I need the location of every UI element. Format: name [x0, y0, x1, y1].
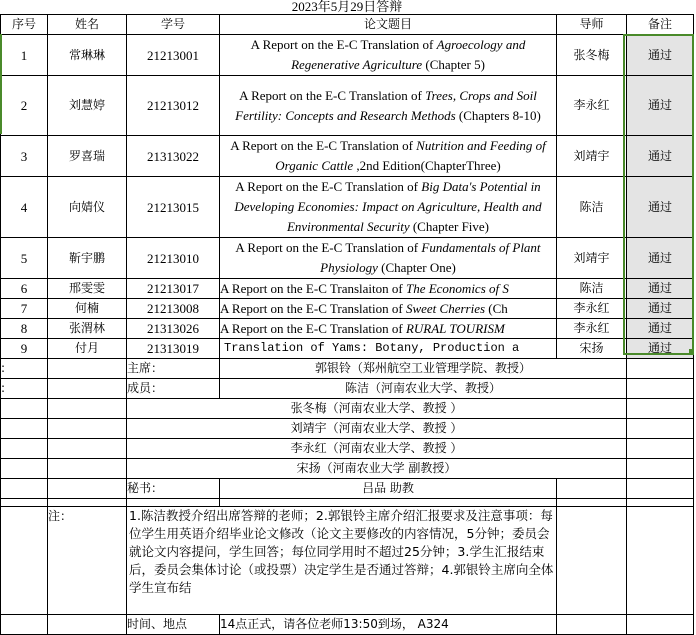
sheet-title[interactable]: 2023年5月29日答辩: [1, 0, 694, 15]
member-name[interactable]: 李永红（河南农业大学、教授 ）: [127, 439, 627, 459]
advisor[interactable]: 宋扬: [557, 339, 627, 359]
empty-cell[interactable]: [627, 507, 694, 615]
student-id[interactable]: 21313019: [127, 339, 220, 359]
row-number[interactable]: 4: [1, 177, 48, 238]
empty-cell[interactable]: [48, 479, 127, 499]
status-cell[interactable]: 通过: [627, 76, 694, 136]
thesis-title-cell[interactable]: [220, 238, 557, 279]
header-thesis[interactable]: 论文题目: [220, 15, 557, 35]
thesis-title-cell[interactable]: [220, 76, 557, 136]
empty-cell[interactable]: [627, 359, 694, 379]
student-id[interactable]: 21213012: [127, 76, 220, 136]
empty-cell[interactable]: [48, 379, 127, 399]
header-row: [1, 15, 694, 35]
thesis-title-prefix: A Report on the E-C Translation of: [235, 179, 422, 194]
row-number[interactable]: 1: [1, 35, 48, 76]
header-no[interactable]: 序号: [1, 15, 48, 35]
empty-cell[interactable]: [48, 359, 127, 379]
row-number[interactable]: 2: [1, 76, 48, 136]
table-row: [1, 35, 694, 76]
thesis-title-prefix: A Report on the E-C Translation of: [250, 37, 437, 52]
fill-handle[interactable]: [689, 349, 694, 354]
empty-cell[interactable]: [1, 507, 48, 615]
header-advisor[interactable]: 导师: [557, 15, 627, 35]
thesis-title-suffix: (Chapter 5): [422, 57, 485, 72]
table-row: [1, 238, 694, 279]
table-row: [1, 459, 694, 479]
empty-cell[interactable]: [1, 479, 48, 499]
thesis-title-cell[interactable]: [220, 339, 557, 359]
thesis-title-suffix: (Ch: [485, 301, 508, 316]
thesis-book-title: Trees, Crops and Soil Fertility: Concepts and Research Methods: [235, 87, 537, 123]
thesis-title-suffix: ,2nd Edition(ChapterThree): [353, 158, 501, 173]
empty-cell[interactable]: [1, 459, 48, 479]
empty-cell[interactable]: [48, 439, 127, 459]
header-remark[interactable]: 备注: [627, 15, 694, 35]
student-id[interactable]: 21213008: [127, 299, 220, 319]
thesis-title-prefix: A Report on the E-C Translation of: [235, 240, 422, 255]
member-name[interactable]: 张冬梅（河南农业大学、教授 ）: [127, 399, 627, 419]
chair-name[interactable]: 郭银铃（郑州航空工业管理学院、教授）: [220, 359, 627, 379]
empty-cell[interactable]: [220, 499, 557, 507]
status-cell[interactable]: 通过: [627, 319, 694, 339]
advisor[interactable]: 李永红: [557, 76, 627, 136]
table-row: [1, 507, 694, 615]
thesis-title-prefix: A Report on the E-C Translaiton of: [220, 281, 406, 296]
empty-cell[interactable]: [627, 439, 694, 459]
empty-cell[interactable]: [1, 399, 48, 419]
empty-cell[interactable]: [48, 499, 127, 507]
row-number[interactable]: 7: [1, 299, 48, 319]
empty-cell[interactable]: [127, 499, 220, 507]
colon-cell[interactable]: :: [1, 359, 48, 379]
thesis-title-suffix: (Chapter Five): [409, 219, 490, 234]
advisor[interactable]: 陈洁: [557, 177, 627, 238]
empty-cell[interactable]: [48, 615, 127, 635]
student-id[interactable]: 21313022: [127, 136, 220, 177]
status-cell[interactable]: 通过: [627, 136, 694, 177]
empty-cell[interactable]: [48, 459, 127, 479]
advisor[interactable]: 刘靖宇: [557, 136, 627, 177]
empty-cell[interactable]: [627, 615, 694, 635]
thesis-title-cell[interactable]: [220, 35, 557, 76]
empty-cell[interactable]: [48, 399, 127, 419]
empty-cell[interactable]: [557, 479, 627, 499]
empty-cell[interactable]: [48, 419, 127, 439]
student-name[interactable]: 张渭林: [48, 319, 127, 339]
row-number[interactable]: 3: [1, 136, 48, 177]
student-id[interactable]: 21213010: [127, 238, 220, 279]
row-number[interactable]: 9: [1, 339, 48, 359]
table-row: [1, 499, 694, 507]
student-name[interactable]: 付月: [48, 339, 127, 359]
student-name[interactable]: 罗喜瑞: [48, 136, 127, 177]
status-cell[interactable]: 通过: [627, 238, 694, 279]
thesis-title-prefix: A Report on the E-C Translation of: [220, 301, 406, 316]
table-row: [1, 136, 694, 177]
student-name[interactable]: 常琳琳: [48, 35, 127, 76]
thesis-title: Translation of Yams: Botany, Production a: [224, 341, 520, 355]
thesis-title-cell[interactable]: [220, 279, 557, 299]
thesis-book-title: Fundamentals of Plant Physiology: [320, 240, 541, 275]
student-name[interactable]: 何楠: [48, 299, 127, 319]
table-row: [1, 76, 694, 136]
row-number[interactable]: 8: [1, 319, 48, 339]
empty-cell[interactable]: [627, 379, 694, 399]
empty-cell[interactable]: [627, 459, 694, 479]
thesis-book-title: Agroecology and Regenerative Agriculture: [291, 37, 526, 72]
members-label[interactable]: 成员：: [127, 379, 220, 399]
thesis-book-title: Sweet Cherries: [405, 301, 486, 316]
table-row: [1, 279, 694, 299]
empty-cell[interactable]: [1, 439, 48, 459]
thesis-book-title: RURAL TOURISM: [405, 321, 505, 336]
thesis-title-cell[interactable]: [220, 177, 557, 238]
student-id[interactable]: 21213015: [127, 177, 220, 238]
table-row: [1, 339, 694, 359]
time-label[interactable]: 时间、地点: [127, 615, 220, 635]
status-cell[interactable]: 通过: [627, 339, 694, 359]
member-name[interactable]: 陈洁（河南农业大学、教授）: [220, 379, 627, 399]
empty-cell[interactable]: [557, 615, 627, 635]
table-row: [1, 177, 694, 238]
thesis-title-prefix: A Report on the E-C Translation of: [220, 321, 406, 336]
empty-cell[interactable]: [1, 499, 48, 507]
table-row: [1, 399, 694, 419]
table-row: [1, 379, 694, 399]
cell-indicator: [0, 34, 2, 134]
empty-cell[interactable]: [1, 419, 48, 439]
thesis-book-title: Big Data's Potential in Developing Economies: Impact on Agriculture, Health and Environmental Security: [234, 179, 542, 234]
student-name[interactable]: 靳宇鹏: [48, 238, 127, 279]
thesis-title-suffix: (Chapter One): [377, 260, 456, 275]
table-row: [1, 479, 694, 499]
member-name[interactable]: 刘靖宇（河南农业大学、教授 ）: [127, 419, 627, 439]
status-cell[interactable]: 通过: [627, 299, 694, 319]
colon-cell[interactable]: :: [1, 379, 48, 399]
empty-cell[interactable]: [627, 479, 694, 499]
table-row: [1, 439, 694, 459]
thesis-title-prefix: A Report on the E-C Translation of: [230, 138, 417, 153]
thesis-book-title: The Economics of S: [405, 281, 509, 296]
row-number[interactable]: 5: [1, 238, 48, 279]
notes-label[interactable]: 注：: [48, 507, 127, 615]
header-name[interactable]: 姓名: [48, 15, 127, 35]
thesis-title-cell[interactable]: [220, 319, 557, 339]
empty-cell[interactable]: [627, 499, 694, 507]
status-cell[interactable]: 通过: [627, 279, 694, 299]
thesis-title-cell[interactable]: [220, 136, 557, 177]
time-place[interactable]: 14点正式，请各位老师13:50到场， A324: [220, 615, 557, 635]
member-name[interactable]: 宋扬（河南农业大学 副教授）: [127, 459, 627, 479]
student-name[interactable]: 向婧仪: [48, 177, 127, 238]
student-id[interactable]: 21213001: [127, 35, 220, 76]
empty-cell[interactable]: [557, 507, 627, 615]
status-cell[interactable]: 通过: [627, 177, 694, 238]
student-id[interactable]: 21213017: [127, 279, 220, 299]
advisor[interactable]: 刘靖宇: [557, 238, 627, 279]
thesis-title-suffix: (Chapters 8-10): [455, 107, 541, 123]
student-id[interactable]: 21313026: [127, 319, 220, 339]
advisor[interactable]: 张冬梅: [557, 35, 627, 76]
secretary-name[interactable]: 吕品 助教: [220, 479, 557, 499]
chair-label[interactable]: 主席：: [127, 359, 220, 379]
table-row: [1, 419, 694, 439]
secretary-label[interactable]: 秘书：: [127, 479, 220, 499]
student-name[interactable]: 邢雯雯: [48, 279, 127, 299]
header-id[interactable]: 学号: [127, 15, 220, 35]
table-row: [1, 319, 694, 339]
thesis-title-cell[interactable]: [220, 299, 557, 319]
notes-text[interactable]: 1.陈洁教授介绍出席答辩的老师；2.郭银铃主席介绍汇报要求及注意事项：每位学生用英语介绍毕业论文修改（论文主要修改的内容情况，5分钟；委员会就论文内容提问，学生回答；每位同学用时不超过25分钟；3.学生汇报结束后，委员会集体讨论（或投票）决定学生是否通过答辩；4.郭银铃主席向全体学生宣布结: [127, 507, 557, 615]
table-row: [1, 299, 694, 319]
empty-cell[interactable]: [627, 399, 694, 419]
row-number[interactable]: 6: [1, 279, 48, 299]
empty-cell[interactable]: [627, 419, 694, 439]
thesis-title-prefix: A Report on the E-C Translation of: [239, 87, 426, 103]
empty-cell[interactable]: [557, 499, 627, 507]
student-name[interactable]: 刘慧婷: [48, 76, 127, 136]
table-row: [1, 615, 694, 635]
table-row: [1, 359, 694, 379]
advisor[interactable]: 李永红: [557, 299, 627, 319]
thesis-book-title: Nutrition and Feeding of Organic Cattle: [275, 138, 546, 173]
advisor[interactable]: 陈洁: [557, 279, 627, 299]
advisor[interactable]: 李永红: [557, 319, 627, 339]
status-cell[interactable]: 通过: [627, 35, 694, 76]
empty-cell[interactable]: [1, 615, 48, 635]
